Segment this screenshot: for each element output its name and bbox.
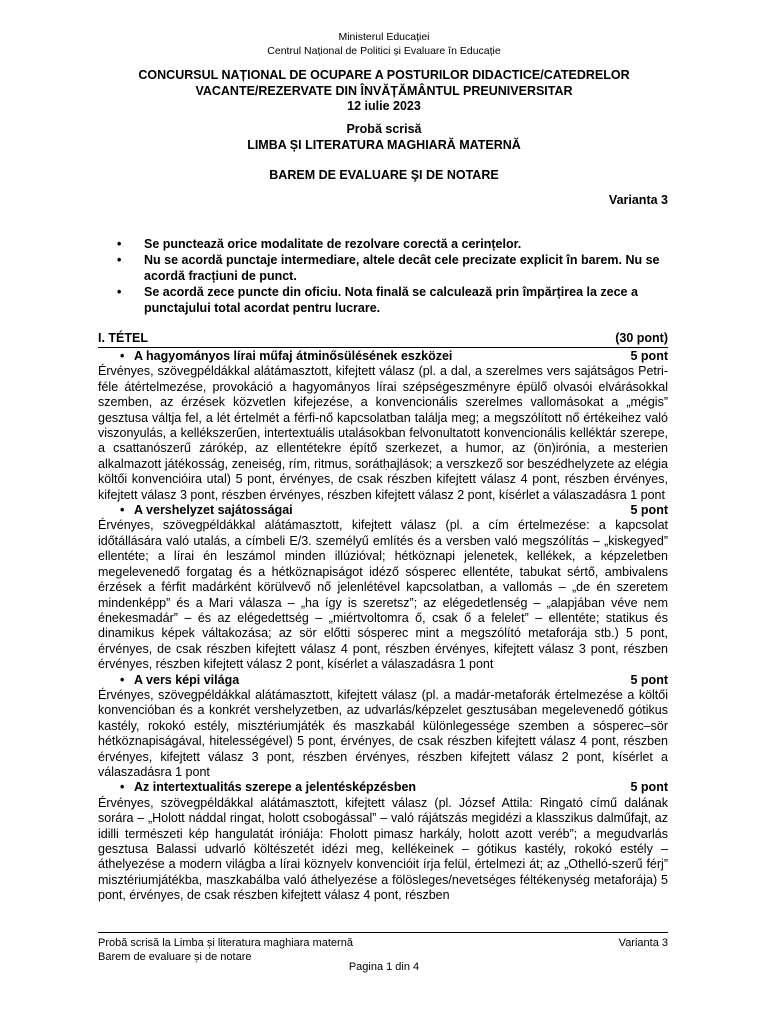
criterion-heading: [98, 780, 668, 795]
criterion-points: 5 pont: [630, 672, 668, 687]
title-date: 12 iulie 2023: [347, 99, 421, 113]
section-label: I. TÉTEL: [98, 331, 148, 345]
rule-item: • Nu se acordă punctaje intermediare, altele decât cele precizate explicit în barem. Nu se acordă fracțiuni de punct.: [115, 252, 670, 284]
criterion-points: 5 pont: [630, 349, 668, 363]
document-title: [0, 68, 768, 115]
footer-barem: Barem de evaluare și de notare: [98, 951, 252, 963]
variant-label: Varianta 3: [608, 193, 668, 207]
criterion-name: • A vershelyzet sajátosságai: [120, 503, 293, 518]
rule-item: • Se acordă zece puncte din oficiu. Nota finală se calculează prin împărțirea la zece a punctajului total acordat pentru lucrare.: [115, 284, 670, 316]
criterion-heading: [98, 503, 668, 518]
title-line-1: CONCURSUL NAȚIONAL DE OCUPARE A POSTURILOR DIDACTICE/CATEDRELOR: [138, 68, 630, 82]
section-points: (30 pont): [615, 331, 668, 345]
general-rules-list: [115, 236, 670, 316]
barem-heading: BAREM DE EVALUARE ŞI DE NOTARE: [269, 168, 499, 182]
criterion-description: Érvényes, szövegpéldákkal alátámasztott, kifejtett válasz (pl. a dal, a szerelmes vers sajátságos Petri-féle átértelmezése, provokáció a hagyományos lírai szépségeszményre épülő olvasói elvárásokkal szemben, az érzések közvetlen kifejezése, a konvencionális szerelmes vallomásokat a „mégis” gesztusa váltja fel, a lét értelmét a férfi-nő kapcsolatban találja meg; a megszólított nő értékeihez való viszonyulás, a kellékszerűen, intertextuális utalásokban felvonultatott konvencionális kelléktár szerepe, a csattanószerű zárókép, az ellentétekre építő szerkezet, a humor, az (ön)irónia, a mesterien alkalmazott játékosság, zeneiség, rím, ritmus, sorátḥajlások; a verszkező sor beszédhelyzete az elégia költői konvencióira utal) 5 pont, érvényes, de csak részben kifejtett válasz 4 pont, részben érvényes, kifejtett válasz 3 pont, részben érvényes, részben kifejtett válasz 2 pont, kísérlet a válaszadásra 1 pont: [98, 364, 668, 502]
page-number: Pagina 1 din 4: [348, 961, 420, 973]
criterion-points: 5 pont: [630, 780, 668, 795]
rule-item: • Se punctează orice modalitate de rezolvare corectă a cerințelor.: [115, 236, 670, 252]
criteria-list: [98, 349, 668, 904]
criterion-heading: [98, 673, 668, 688]
criterion-description: Érvényes, szövegpéldákkal alátámasztott, kifejtett válasz (pl. a madár-metaforák értelmezése a költői konvencióban és a konkrét vershelyzetben, az udvarlás/képzelet gesztusában megelevenedő gótikus kastély, rokokó estély, misztériumjáték és maszkabál különlegessége szemben a sósperec–sör hétköznapiságával, hitelességével) 5 pont, érvényes, de csak részben kifejtett válasz 4 pont, részben érvényes, kifejtett válasz 3 pont, részben érvényes, részben kifejtett válasz 2 pont, kísérlet a válaszadásra 1 pont: [98, 687, 668, 779]
subject-name: LIMBA ȘI LITERATURA MAGHIARĂ MATERNĂ: [247, 137, 521, 152]
page-footer: [98, 932, 668, 964]
title-line-2: VACANTE/REZERVATE DIN ÎNVĂȚĂMÂNTUL PREUNIVERSITAR: [195, 83, 573, 98]
ministry-name: Ministerul Educației: [338, 31, 430, 43]
criterion-description: Érvényes, szövegpéldákkal alátámasztott, kifejtett válasz (pl. József Attila: Ringató című dalának sorára – „Holott náddal ringat, holott csobogással” – való rájátszás megidézi a klasszikus dalműfajt, az idilli természeti kép hangulatát iróniája: Fholott pimasz harkály, holott azott veréb”; a megudvarlás gesztusa Balassi udvarló költészetét idézi meg, kellékeinek – gótikus kastély, rokokó estély – áthelyezése a modern világba a lírai köznyelv konvencióit írja felül, értelmezi át; az „Othelló-szerű férj” misztériumjátékba, maszkabálba való áthelyezése a fölösleges/nevetséges féltékenység metaforája) 5 pont, érvényes, de csak részben kifejtett válasz 4 pont, részben: [98, 795, 668, 903]
criterion-points: 5 pont: [630, 503, 668, 518]
criterion-heading: [98, 349, 668, 364]
criterion-name: • Az intertextualitás szerepe a jelentésképzésben: [120, 780, 416, 795]
criterion-name: • A hagyományos lírai műfaj átminősülésének eszközei: [120, 349, 452, 364]
section-heading: [98, 331, 668, 348]
footer-variant: Varianta 3: [618, 937, 668, 949]
center-name: Centrul Național de Politici și Evaluare în Educație: [267, 45, 501, 57]
criterion-name: • A vers képi világa: [120, 673, 239, 688]
criterion-description: Érvényes, szövegpéldákkal alátámasztott, kifejtett válasz (pl. a cím értelmezése: a kapcsolat időtállására való utalás, a címbeli E/3. személyű említés és a versben való megszólítás – „kiskegyed” ellentéte; a lírai én leszámol minden illúzióval; hétköznapi jelenetek, kellékek, a képzeletben megelevenedő forgatag és a hétköznapiságot idéző sósperec ellentéte, tabukat sértő, ambivalens érzések a férfit madárként körülvevő nő jelenlétével kapcsolatban, a vallomás – „de én szeretem mindenképp” és a Mari válasza – „ha így is szeretsz”; az elégedetlenség – „alapjában véve nem énekesmadár” – és az elégedettség – „miértvoltomra ő, csak ő a felelet” – ellentéte; statikus és dinamikus képek váltakozása; az sör előtti sósperec mint a megszólító metaforája stb.) 5 pont, érvényes, de csak részben kifejtett válasz 4 pont, részben érvényes, kifejtett válasz 3 pont, részben érvényes, részben kifejtett válasz 2 pont, kísérlet a válaszadásra 1 pont: [98, 518, 668, 672]
exam-subject: [0, 122, 768, 153]
exam-type: Probă scrisă: [346, 122, 422, 136]
footer-subject: Probă scrisă la Limba și literatura maghiara maternă: [98, 937, 353, 949]
page-header: [0, 30, 768, 58]
